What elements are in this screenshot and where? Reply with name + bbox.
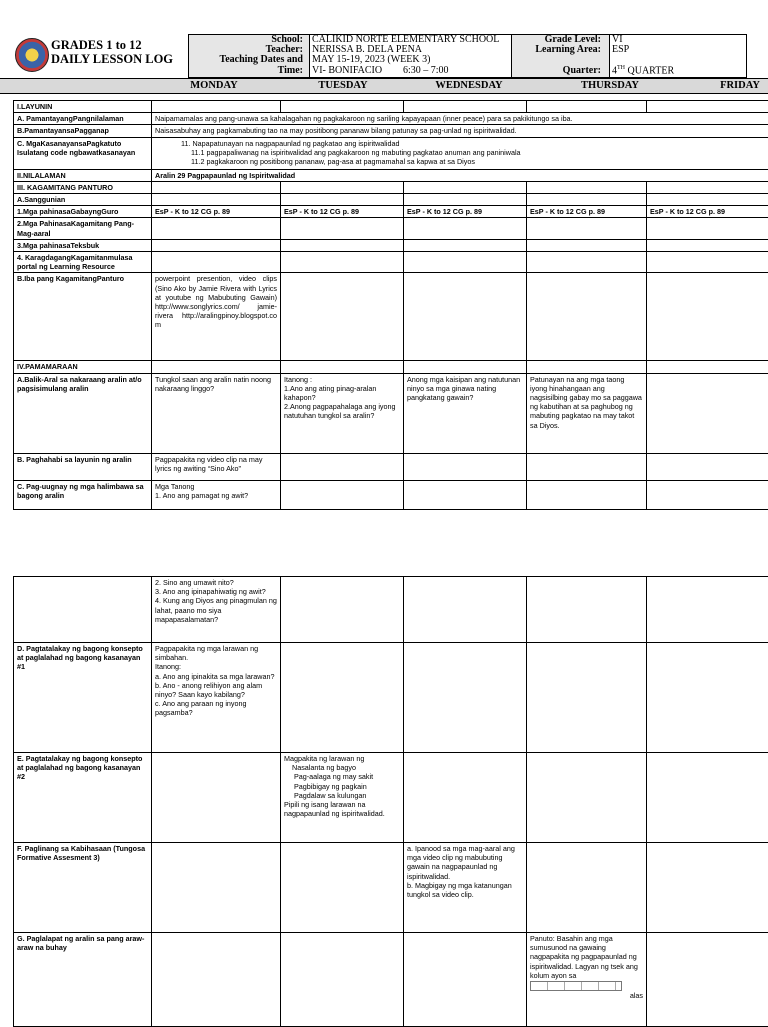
lesson-log-table-page2 — [13, 576, 768, 1027]
row-label-paghahabi: B. Paghahabi sa layunin ng aralin — [14, 453, 152, 480]
iba-pang-kagamitan-monday: powerpoint presention, video clips (Sino Ako by Jamie Rivera with Lyrics at youtube ng Mabubuting Gawain) http://www.songlyrics.com/ jamie-rivera http://aralingpinoy.blogspot.co m — [152, 273, 281, 361]
pagtatalakay-2-line-6: Pipili ng isang larawan na nagpapaunlad ng ispiritwalidad. — [284, 800, 400, 818]
quarter-label: Quarter: — [513, 65, 601, 76]
kasanayan-line-3: 11.2 pagkakaroon ng positibong pananaw, pag-asa at pagmamahal sa kapwa at sa Diyos — [155, 157, 766, 166]
pagtatalakay-2-line-5: Pagdalaw sa kulungan — [284, 791, 400, 800]
continued-line-2: 3. Ano ang ipinapahiwatig ng awit? — [155, 587, 277, 596]
paglinang-line-2: b. Magbigay ng mga katanungan tungkol sa video clip. — [407, 881, 523, 899]
section-pamamaraan: IV.PAMAMARAAN — [14, 361, 152, 373]
nilalaman-text: Aralin 29 Pagpapaunlad ng Ispiritwalidad — [152, 169, 768, 181]
paglalapat-thursday — [527, 933, 647, 1027]
pamantayan-sa-pagganap-text: Naisasabuhay ang pagkamabuting tao na may positibong pananaw bilang patunay sa pag-unlad ng ispiritwalidad. — [152, 125, 768, 137]
header-title-line2: DAILY LESSON LOG — [51, 52, 173, 67]
paghahabi-monday: Pagpapakita ng video clip na may lyrics ng awiting “Sino Ako” — [152, 453, 281, 480]
pag-uugnay-continued-monday — [152, 577, 281, 643]
paglalapat-trailing-text: alas — [630, 991, 643, 1000]
day-thursday: THURSDAY — [530, 79, 690, 93]
pag-uugnay-monday-line-1: Mga Tanong — [155, 482, 277, 491]
paglinang-wednesday — [404, 843, 527, 933]
school-label: School: — [191, 34, 303, 45]
row-label-pamantayan-sa-pagganap: B.PamantayansaPagganap — [14, 125, 152, 137]
balik-aral-thursday: Patunayan na ang mga taong iyong hinahangaan ang nagsisilbing gabay mo sa paggawa ng kabutihan at sa paghubog ng mabuting pagkatao na may takot sa Diyos. — [527, 373, 647, 453]
learning-area-label: Learning Area: — [513, 44, 601, 55]
balik-aral-tuesday — [281, 373, 404, 453]
grade-level-label: Grade Level: — [513, 34, 601, 45]
day-wednesday: WEDNESDAY — [408, 79, 530, 93]
row-label-paglalapat: G. Paglalapat ng aralin sa pang araw-araw na buhay — [14, 933, 152, 1027]
header-title-line1: GRADES 1 to 12 — [51, 38, 142, 53]
deped-seal-logo — [15, 38, 49, 72]
pagtatalakay-2-tuesday — [281, 753, 404, 843]
kasanayan-line-1: 11. Napapatunayan na nagpapaunlad ng pagkatao ang ispiritwalidad — [155, 139, 766, 148]
day-tuesday: TUESDAY — [278, 79, 408, 93]
pagtatalakay-2-line-3: Pag-aalaga ng may sakit — [284, 772, 400, 781]
time-value: 6:30 – 7:00 — [403, 65, 449, 76]
kasanayan-text — [152, 137, 768, 169]
pagtatalakay-2-line-2: Nasalanta ng bagyo — [284, 763, 400, 772]
kasanayan-line-2: 11.1 pagpapaliwanag na ispiritwalidad ang pagkakaroon ng mabuting pagkatao anuman ang paniniwala — [155, 148, 766, 157]
weekday-header-bar — [0, 78, 768, 94]
pagtatalakay-1-line-1: Pagpapakita ng mga larawan ng simbahan. — [155, 644, 277, 662]
day-monday: MONDAY — [150, 79, 278, 93]
checklist-table-thumbnail — [530, 981, 622, 991]
learning-area-value: ESP — [612, 44, 629, 55]
pag-uugnay-monday — [152, 480, 281, 509]
teacher-value: NERISSA B. DELA PENA — [312, 44, 422, 55]
guro-ref-wednesday: EsP - K to 12 CG p. 89 — [404, 206, 527, 218]
pagtatalakay-1-line-5: c. Ano ang paraan ng inyong pagsamba? — [155, 699, 277, 717]
dates-label: Teaching Dates and — [191, 54, 303, 65]
pagtatalakay-2-line-4: Pagbibigay ng pagkain — [284, 782, 400, 791]
balik-aral-monday: Tungkol saan ang aralin natin noong nakaraang linggo? — [152, 373, 281, 453]
section-layunin: I.LAYUNIN — [14, 101, 152, 113]
section-kagamitang-panturo: III. KAGAMITANG PANTURO — [14, 181, 152, 193]
balik-aral-tuesday-line-1: Itanong : — [284, 375, 400, 384]
pagtatalakay-2-line-1: Magpakita ng larawan ng — [284, 754, 400, 763]
time-section: VI- BONIFACIO — [312, 65, 382, 76]
balik-aral-wednesday: Anong mga kaisipan ang natutunan ninyo sa mga ginawa nating pangkatang gawain? — [404, 373, 527, 453]
section-nilalaman: II.NILALAMAN — [14, 169, 152, 181]
balik-aral-tuesday-line-2: 1.Ano ang ating pinag-aralan kahapon? — [284, 384, 400, 402]
row-label-sanggunian: A.Sanggunian — [14, 194, 152, 206]
guro-ref-monday: EsP - K to 12 CG p. 89 — [152, 206, 281, 218]
lesson-log-table-page1 — [13, 100, 768, 510]
row-label-pagtatalakay-1: D. Pagtatalakay ng bagong konsepto at paglalahad ng bagong kasanayan #1 — [14, 643, 152, 753]
continued-line-1: 2. Sino ang umawit nito? — [155, 578, 277, 587]
row-label-teksbuk: 3.Mga pahinasaTeksbuk — [14, 239, 152, 251]
lesson-log-header — [13, 34, 768, 80]
grade-level-value: VI — [612, 34, 623, 45]
guro-ref-thursday: EsP - K to 12 CG p. 89 — [527, 206, 647, 218]
guro-ref-tuesday: EsP - K to 12 CG p. 89 — [281, 206, 404, 218]
guro-ref-friday: EsP - K to 12 CG p. 89 — [647, 206, 768, 218]
row-label-pamantayang-pangnilalaman: A. PamantayangPangnilalaman — [14, 113, 152, 125]
dates-value: MAY 15-19, 2023 (WEEK 3) — [312, 54, 430, 65]
row-label-balik-aral: A.Balik-Aral sa nakaraang aralin at/o pagsisimulang aralin — [14, 373, 152, 453]
row-label-pag-uugnay: C. Pag-uugnay ng mga halimbawa sa bagong aralin — [14, 480, 152, 509]
paglinang-line-1: a. Ipanood sa mga mag-aaral ang mga video clip ng mabubuting gawain na nagpapaunlad ng ispiritwalidad. — [407, 844, 523, 881]
row-label-gabay-ng-guro: 1.Mga pahinasaGabayngGuro — [14, 206, 152, 218]
day-friday: FRIDAY — [690, 79, 768, 93]
row-label-kagamitang-mag-aaral: 2.Mga PahinasaKagamitang Pang-Mag-aaral — [14, 218, 152, 239]
pagtatalakay-1-line-2: Itanong: — [155, 662, 277, 671]
pagtatalakay-1-line-3: a. Ano ang ipinakita sa mga larawan? — [155, 672, 277, 681]
row-label-iba-pang-kagamitan: B.Iba pang KagamitangPanturo — [14, 273, 152, 361]
teacher-label: Teacher: — [191, 44, 303, 55]
row-label-kasanayan: C. MgaKasanayansaPagkatuto Isulatang code ngbawatkasanayan — [14, 137, 152, 169]
time-label: Time: — [191, 65, 303, 76]
pagtatalakay-1-monday — [152, 643, 281, 753]
row-label-karagdagang-kagamitan: 4. KaragdagangKagamitanmulasa portal ng Learning Resource — [14, 252, 152, 273]
school-value: CALIKID NORTE ELEMENTARY SCHOOL — [312, 34, 499, 45]
pagtatalakay-1-line-4: b. Ano - anong relihiyon ang alam ninyo? Saan kayo kabilang? — [155, 681, 277, 699]
row-label-paglinang-sa-kabihasaan: F. Paglinang sa Kabihasaan (Tungosa Formative Assesment 3) — [14, 843, 152, 933]
continued-line-3: 4. Kung ang Diyos ang pinagmulan ng lahat, paano mo siya mapapasalamatan? — [155, 596, 277, 624]
pag-uugnay-monday-line-2: 1. Ano ang pamagat ng awit? — [155, 491, 277, 500]
paglalapat-instructions: Panuto: Basahin ang mga sumusunod na gawaing nagpapakita ng pagpapaunlad ng ispiritwalidad. Lagyan ng tsek ang kolum ayon sa — [530, 934, 638, 980]
pamantayang-pangnilalaman-text: Naipamamalas ang pang-unawa sa kahalagahan ng pagkakaroon ng sariling kapayapaan (inner peace) para sa pakikitungo sa iba. — [152, 113, 768, 125]
quarter-value: 4TH QUARTER — [612, 65, 674, 76]
balik-aral-tuesday-line-3: 2.Anong pagpapahalaga ang iyong natutuhan tungkol sa aralin? — [284, 402, 400, 420]
row-label-pagtatalakay-2: E. Pagtatalakay ng bagong konsepto at paglalahad ng bagong kasanayan #2 — [14, 753, 152, 843]
